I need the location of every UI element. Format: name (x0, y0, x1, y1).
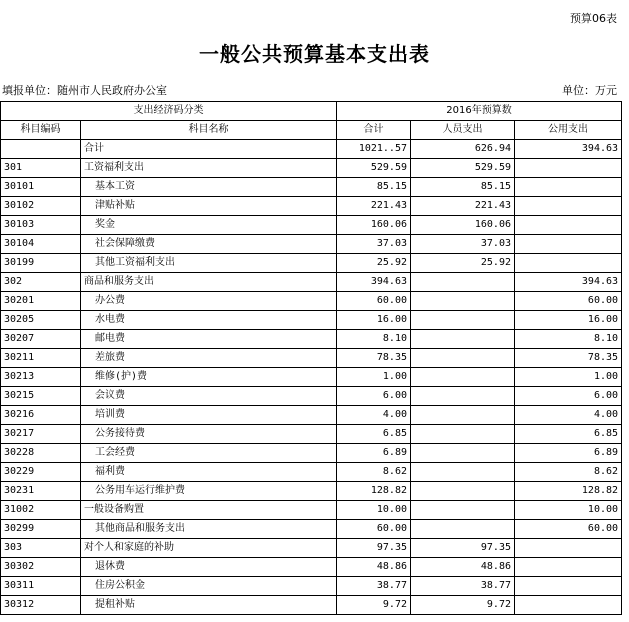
name-cell: 其他商品和服务支出 (81, 520, 337, 539)
public-cell: 6.00 (515, 387, 622, 406)
name-cell: 基本工资 (81, 178, 337, 197)
table-row (1, 387, 622, 406)
table-row (1, 463, 622, 482)
table-row (1, 159, 622, 178)
total-cell: 48.86 (337, 558, 411, 577)
public-cell (515, 178, 622, 197)
reporting-unit: 填报单位：随州市人民政府办公室 (2, 84, 167, 97)
code-cell: 30101 (1, 178, 81, 197)
personnel-cell (411, 292, 515, 311)
personnel-cell (411, 387, 515, 406)
code-cell: 30215 (1, 387, 81, 406)
name-cell: 差旅费 (81, 349, 337, 368)
total-cell: 1021..57 (337, 140, 411, 159)
public-cell: 394.63 (515, 140, 622, 159)
name-cell: 商品和服务支出 (81, 273, 337, 292)
public-cell: 394.63 (515, 273, 622, 292)
name-cell: 维修(护)费 (81, 368, 337, 387)
table-row (1, 140, 622, 159)
public-cell: 8.10 (515, 330, 622, 349)
name-cell: 一般设备购置 (81, 501, 337, 520)
public-cell: 10.00 (515, 501, 622, 520)
personnel-cell (411, 425, 515, 444)
code-cell: 30231 (1, 482, 81, 501)
code-cell: 30205 (1, 311, 81, 330)
name-cell: 工资福利支出 (81, 159, 337, 178)
total-cell: 97.35 (337, 539, 411, 558)
total-cell: 1.00 (337, 368, 411, 387)
code-cell (1, 140, 81, 159)
total-cell: 6.00 (337, 387, 411, 406)
table-row (1, 197, 622, 216)
name-cell: 邮电费 (81, 330, 337, 349)
code-cell: 31002 (1, 501, 81, 520)
personnel-cell: 97.35 (411, 539, 515, 558)
table-row (1, 425, 622, 444)
code-cell: 30102 (1, 197, 81, 216)
personnel-cell (411, 311, 515, 330)
table-row (1, 520, 622, 539)
personnel-cell (411, 349, 515, 368)
public-cell: 128.82 (515, 482, 622, 501)
total-cell: 10.00 (337, 501, 411, 520)
code-cell: 30299 (1, 520, 81, 539)
code-cell: 30213 (1, 368, 81, 387)
table-row (1, 235, 622, 254)
name-cell: 培训费 (81, 406, 337, 425)
code-cell: 303 (1, 539, 81, 558)
personnel-cell: 529.59 (411, 159, 515, 178)
code-cell: 30199 (1, 254, 81, 273)
total-cell: 8.62 (337, 463, 411, 482)
table-row (1, 444, 622, 463)
personnel-cell: 37.03 (411, 235, 515, 254)
total-cell: 85.15 (337, 178, 411, 197)
table-row (1, 539, 622, 558)
table-row (1, 577, 622, 596)
total-cell: 160.06 (337, 216, 411, 235)
personnel-cell (411, 273, 515, 292)
personnel-cell: 25.92 (411, 254, 515, 273)
public-cell (515, 197, 622, 216)
code-cell: 30201 (1, 292, 81, 311)
table-row (1, 292, 622, 311)
table-row (1, 254, 622, 273)
personnel-cell: 38.77 (411, 577, 515, 596)
table-row (1, 482, 622, 501)
name-cell: 合计 (81, 140, 337, 159)
name-cell: 公务接待费 (81, 425, 337, 444)
name-cell: 工会经费 (81, 444, 337, 463)
table-row (1, 216, 622, 235)
public-cell (515, 216, 622, 235)
public-cell: 4.00 (515, 406, 622, 425)
code-cell: 302 (1, 273, 81, 292)
header-code: 科目编码 (1, 121, 81, 140)
name-cell: 水电费 (81, 311, 337, 330)
table-row (1, 273, 622, 292)
personnel-cell: 160.06 (411, 216, 515, 235)
public-cell (515, 254, 622, 273)
public-cell (515, 577, 622, 596)
total-cell: 394.63 (337, 273, 411, 292)
code-cell: 30104 (1, 235, 81, 254)
total-cell: 529.59 (337, 159, 411, 178)
name-cell: 津贴补贴 (81, 197, 337, 216)
currency-unit: 单位：万元 (562, 84, 617, 97)
code-cell: 301 (1, 159, 81, 178)
code-cell: 30311 (1, 577, 81, 596)
name-cell: 退休费 (81, 558, 337, 577)
table-row (1, 349, 622, 368)
personnel-cell: 9.72 (411, 596, 515, 615)
header-economic-class: 支出经济码分类 (1, 102, 337, 121)
personnel-cell: 221.43 (411, 197, 515, 216)
code-cell: 30207 (1, 330, 81, 349)
table-row (1, 178, 622, 197)
total-cell: 4.00 (337, 406, 411, 425)
public-cell: 16.00 (515, 311, 622, 330)
personnel-cell: 626.94 (411, 140, 515, 159)
public-cell: 60.00 (515, 292, 622, 311)
code-cell: 30216 (1, 406, 81, 425)
code-cell: 30217 (1, 425, 81, 444)
code-cell: 30211 (1, 349, 81, 368)
name-cell: 福利费 (81, 463, 337, 482)
name-cell: 会议费 (81, 387, 337, 406)
total-cell: 6.85 (337, 425, 411, 444)
personnel-cell (411, 330, 515, 349)
public-cell (515, 558, 622, 577)
table-row (1, 311, 622, 330)
total-cell: 128.82 (337, 482, 411, 501)
table-row (1, 406, 622, 425)
total-cell: 60.00 (337, 292, 411, 311)
name-cell: 住房公积金 (81, 577, 337, 596)
header-personnel: 人员支出 (411, 121, 515, 140)
name-cell: 其他工资福利支出 (81, 254, 337, 273)
public-cell (515, 596, 622, 615)
header-name: 科目名称 (81, 121, 337, 140)
header-total: 合计 (337, 121, 411, 140)
name-cell: 办公费 (81, 292, 337, 311)
table-row (1, 330, 622, 349)
total-cell: 78.35 (337, 349, 411, 368)
total-cell: 6.89 (337, 444, 411, 463)
table-row (1, 368, 622, 387)
code-cell: 30312 (1, 596, 81, 615)
personnel-cell (411, 520, 515, 539)
personnel-cell (411, 444, 515, 463)
total-cell: 221.43 (337, 197, 411, 216)
table-row (1, 596, 622, 615)
personnel-cell (411, 368, 515, 387)
name-cell: 社会保障缴费 (81, 235, 337, 254)
total-cell: 37.03 (337, 235, 411, 254)
name-cell: 奖金 (81, 216, 337, 235)
public-cell: 1.00 (515, 368, 622, 387)
code-cell: 30229 (1, 463, 81, 482)
public-cell (515, 539, 622, 558)
personnel-cell: 48.86 (411, 558, 515, 577)
total-cell: 25.92 (337, 254, 411, 273)
code-cell: 30302 (1, 558, 81, 577)
personnel-cell: 85.15 (411, 178, 515, 197)
form-number-label: 预算06表 (570, 12, 617, 25)
name-cell: 对个人和家庭的补助 (81, 539, 337, 558)
public-cell: 78.35 (515, 349, 622, 368)
name-cell: 提租补贴 (81, 596, 337, 615)
personnel-cell (411, 406, 515, 425)
public-cell: 60.00 (515, 520, 622, 539)
public-cell (515, 235, 622, 254)
header-public: 公用支出 (515, 121, 622, 140)
personnel-cell (411, 482, 515, 501)
total-cell: 8.10 (337, 330, 411, 349)
total-cell: 38.77 (337, 577, 411, 596)
personnel-cell (411, 463, 515, 482)
table-row (1, 501, 622, 520)
public-cell (515, 159, 622, 178)
page-title: 一般公共预算基本支出表 (199, 42, 430, 66)
total-cell: 60.00 (337, 520, 411, 539)
code-cell: 30103 (1, 216, 81, 235)
public-cell: 8.62 (515, 463, 622, 482)
total-cell: 16.00 (337, 311, 411, 330)
code-cell: 30228 (1, 444, 81, 463)
header-budget-year: 2016年预算数 (337, 102, 622, 121)
total-cell: 9.72 (337, 596, 411, 615)
name-cell: 公务用车运行维护费 (81, 482, 337, 501)
public-cell: 6.85 (515, 425, 622, 444)
public-cell: 6.89 (515, 444, 622, 463)
budget-table (0, 101, 622, 615)
table-row (1, 558, 622, 577)
personnel-cell (411, 501, 515, 520)
